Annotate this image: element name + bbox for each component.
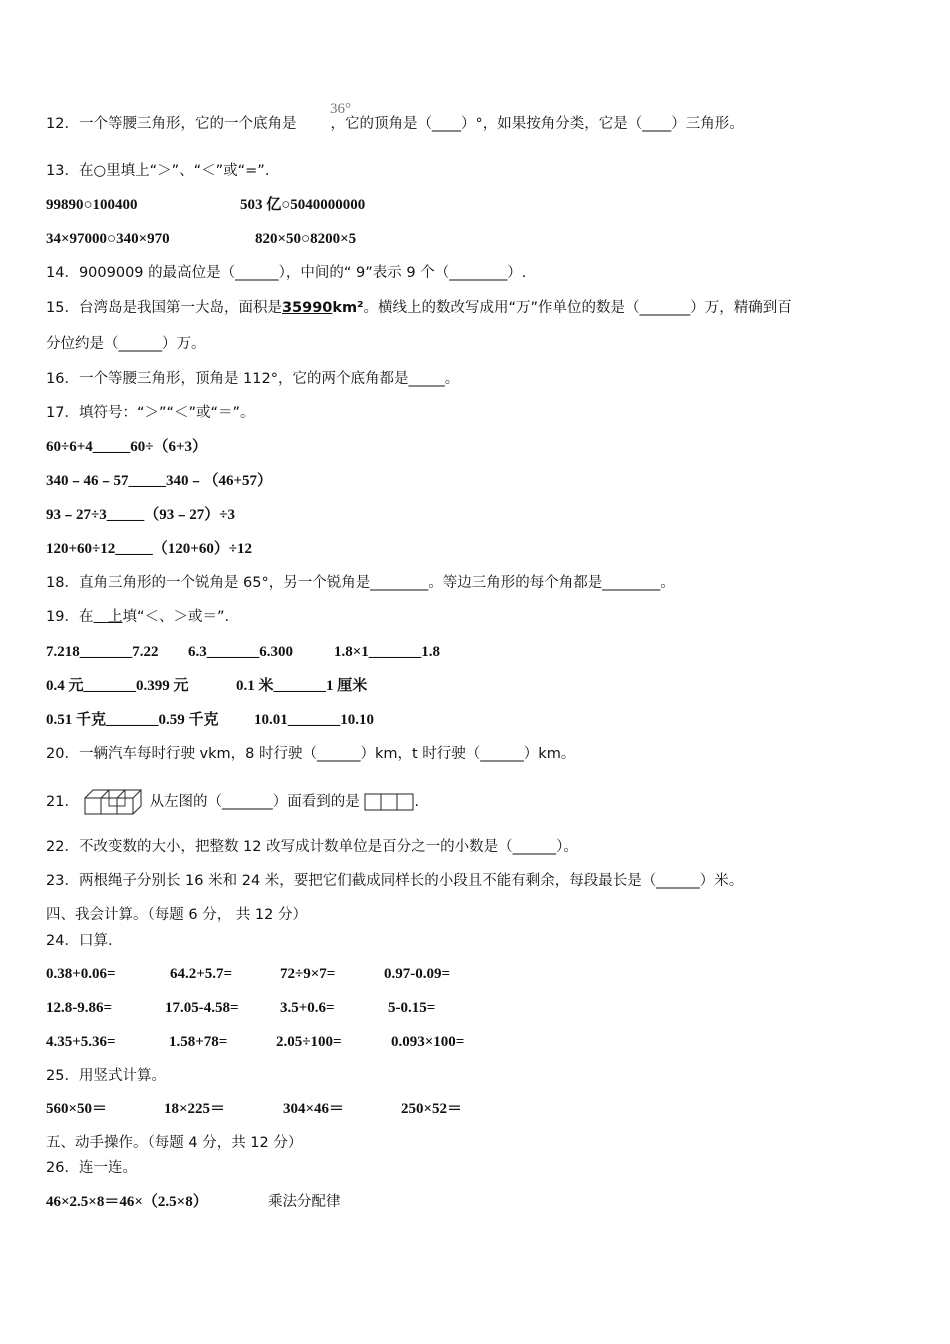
question-25-title: 25．用竖式计算。 [46,1068,166,1084]
q15-b: 。横线上的数改写成用“万”作单位的数是（_______）万，精确到百 [363,300,792,316]
vertical-calc-item: 304×46＝ [283,1101,345,1117]
q19-b: 填“＜、＞或＝”. [122,609,230,625]
front-view-figure [364,793,414,811]
q12-prefix: 12．一个等腰三角形，它的一个底角是 [46,116,297,132]
q19-r2-item: 0.1 米_______1 厘米 [236,678,368,694]
vertical-calc-item: 560×50＝ [46,1101,108,1117]
vertical-calc-item: 18×225＝ [164,1101,226,1117]
question-12 [46,114,744,134]
question-26-title: 26．连一连。 [46,1160,137,1176]
question-21 [46,789,419,815]
section-4-heading: 四、我会计算。（每题 6 分， 共 12 分） [46,907,307,923]
q19-a: 19．在 [46,609,94,625]
question-22: 22．不改变数的大小，把整数 12 改写成计数单位是百分之一的小数是（______）。 [46,839,578,855]
calc-item: 0.38+0.06= [46,966,116,982]
calc-item: 0.093×100= [391,1034,465,1050]
q15-number: 35990 [281,300,333,316]
question-15 [46,298,792,318]
q19-r1-item: 1.8×1_______1.8 [334,644,441,660]
calc-item: 4.35+5.36= [46,1034,116,1050]
calc-item: 0.97-0.09= [384,966,451,982]
vertical-calc-item: 250×52＝ [401,1101,463,1117]
q13-row-1 [46,195,365,215]
q19-r1-item: 6.3_______6.300 [188,644,293,660]
q13-row-2 [46,229,356,249]
calc-item: 3.5+0.6= [280,1000,335,1016]
q13-r1a: 99890○100400 [46,197,138,213]
q19-row-2 [46,676,367,696]
q13-r2b: 820×50○8200×5 [255,231,357,247]
q17-item: 60÷6+4_____60÷（6+3） [46,439,208,455]
angle-36-image: 36° [330,101,351,117]
q21-end: . [414,794,420,810]
q21-text: 从左图的（_______）面看到的是 [149,794,360,810]
calc-item: 5-0.15= [388,1000,436,1016]
question-16: 16．一个等腰三角形，顶角是 112°，它的两个底角都是_____。 [46,371,460,387]
calc-item: 12.8-9.86= [46,1000,113,1016]
calc-item: 2.05÷100= [276,1034,342,1050]
question-15-line-2: 分位约是（______）万。 [46,336,206,352]
q19-r1-item: 7.218_______7.22 [46,644,159,660]
question-13-title: 13．在○里填上“＞”、“＜”或“=”. [46,163,270,179]
q21-number: 21． [46,794,79,810]
q26-law: 乘法分配律 [268,1194,341,1210]
question-14: 14．9009009 的最高位是（______），中间的“ 9”表示 9 个（________）. [46,265,527,281]
q24-row-2 [46,998,435,1018]
q17-item: 120+60÷12_____（120+60）÷12 [46,541,253,557]
q13-r2a: 34×97000○340×970 [46,231,170,247]
q19-r3-item: 10.01_______10.10 [254,712,374,728]
q19-blank: 上 [93,609,123,625]
q17-item: 340﹣46﹣57_____340﹣（46+57） [46,473,273,489]
q24-row-1 [46,964,450,984]
calc-item: 72÷9×7= [280,966,336,982]
q13-r1b: 503 亿○5040000000 [240,197,366,213]
calc-item: 17.05-4.58= [165,1000,239,1016]
calc-item: 64.2+5.7= [170,966,233,982]
q19-r2-item: 0.4 元_______0.399 元 [46,678,189,694]
q19-r3-item: 0.51 千克_______0.59 千克 [46,712,219,728]
q19-row-3 [46,710,374,730]
question-24-title: 24．口算. [46,933,113,949]
question-23: 23．两根绳子分别长 16 米和 24 米，要把它们截成同样长的小段且不能有剩余，每段最长是（______）米。 [46,873,744,889]
q17-item: 93﹣27÷3_____（93﹣27）÷3 [46,507,235,523]
q25-row [46,1099,462,1119]
q19-row-1 [46,642,440,662]
q26-expression: 46×2.5×8＝46×（2.5×8） [46,1194,208,1210]
q26-row [46,1192,341,1212]
q15-a: 15．台湾岛是我国第一大岛，面积是 [46,300,282,316]
section-5-heading: 五、动手操作。（每题 4 分，共 12 分） [46,1135,303,1151]
q12-rest: ，它的顶角是（____）°，如果按角分类，它是（____）三角形。 [330,116,744,132]
question-18: 18．直角三角形的一个锐角是 65°，另一个锐角是________。等边三角形的每个角都是________。 [46,575,675,591]
question-17-title: 17．填符号：“＞”“＜”或“＝”。 [46,405,255,421]
q24-row-3 [46,1032,464,1052]
cube-stack-figure [84,789,150,815]
question-20: 20．一辆汽车每时行驶 vkm，8 时行驶（______）km，t 时行驶（______）km。 [46,746,576,762]
q15-unit: km² [332,300,364,316]
calc-item: 1.58+78= [169,1034,228,1050]
question-19-title [46,607,229,627]
